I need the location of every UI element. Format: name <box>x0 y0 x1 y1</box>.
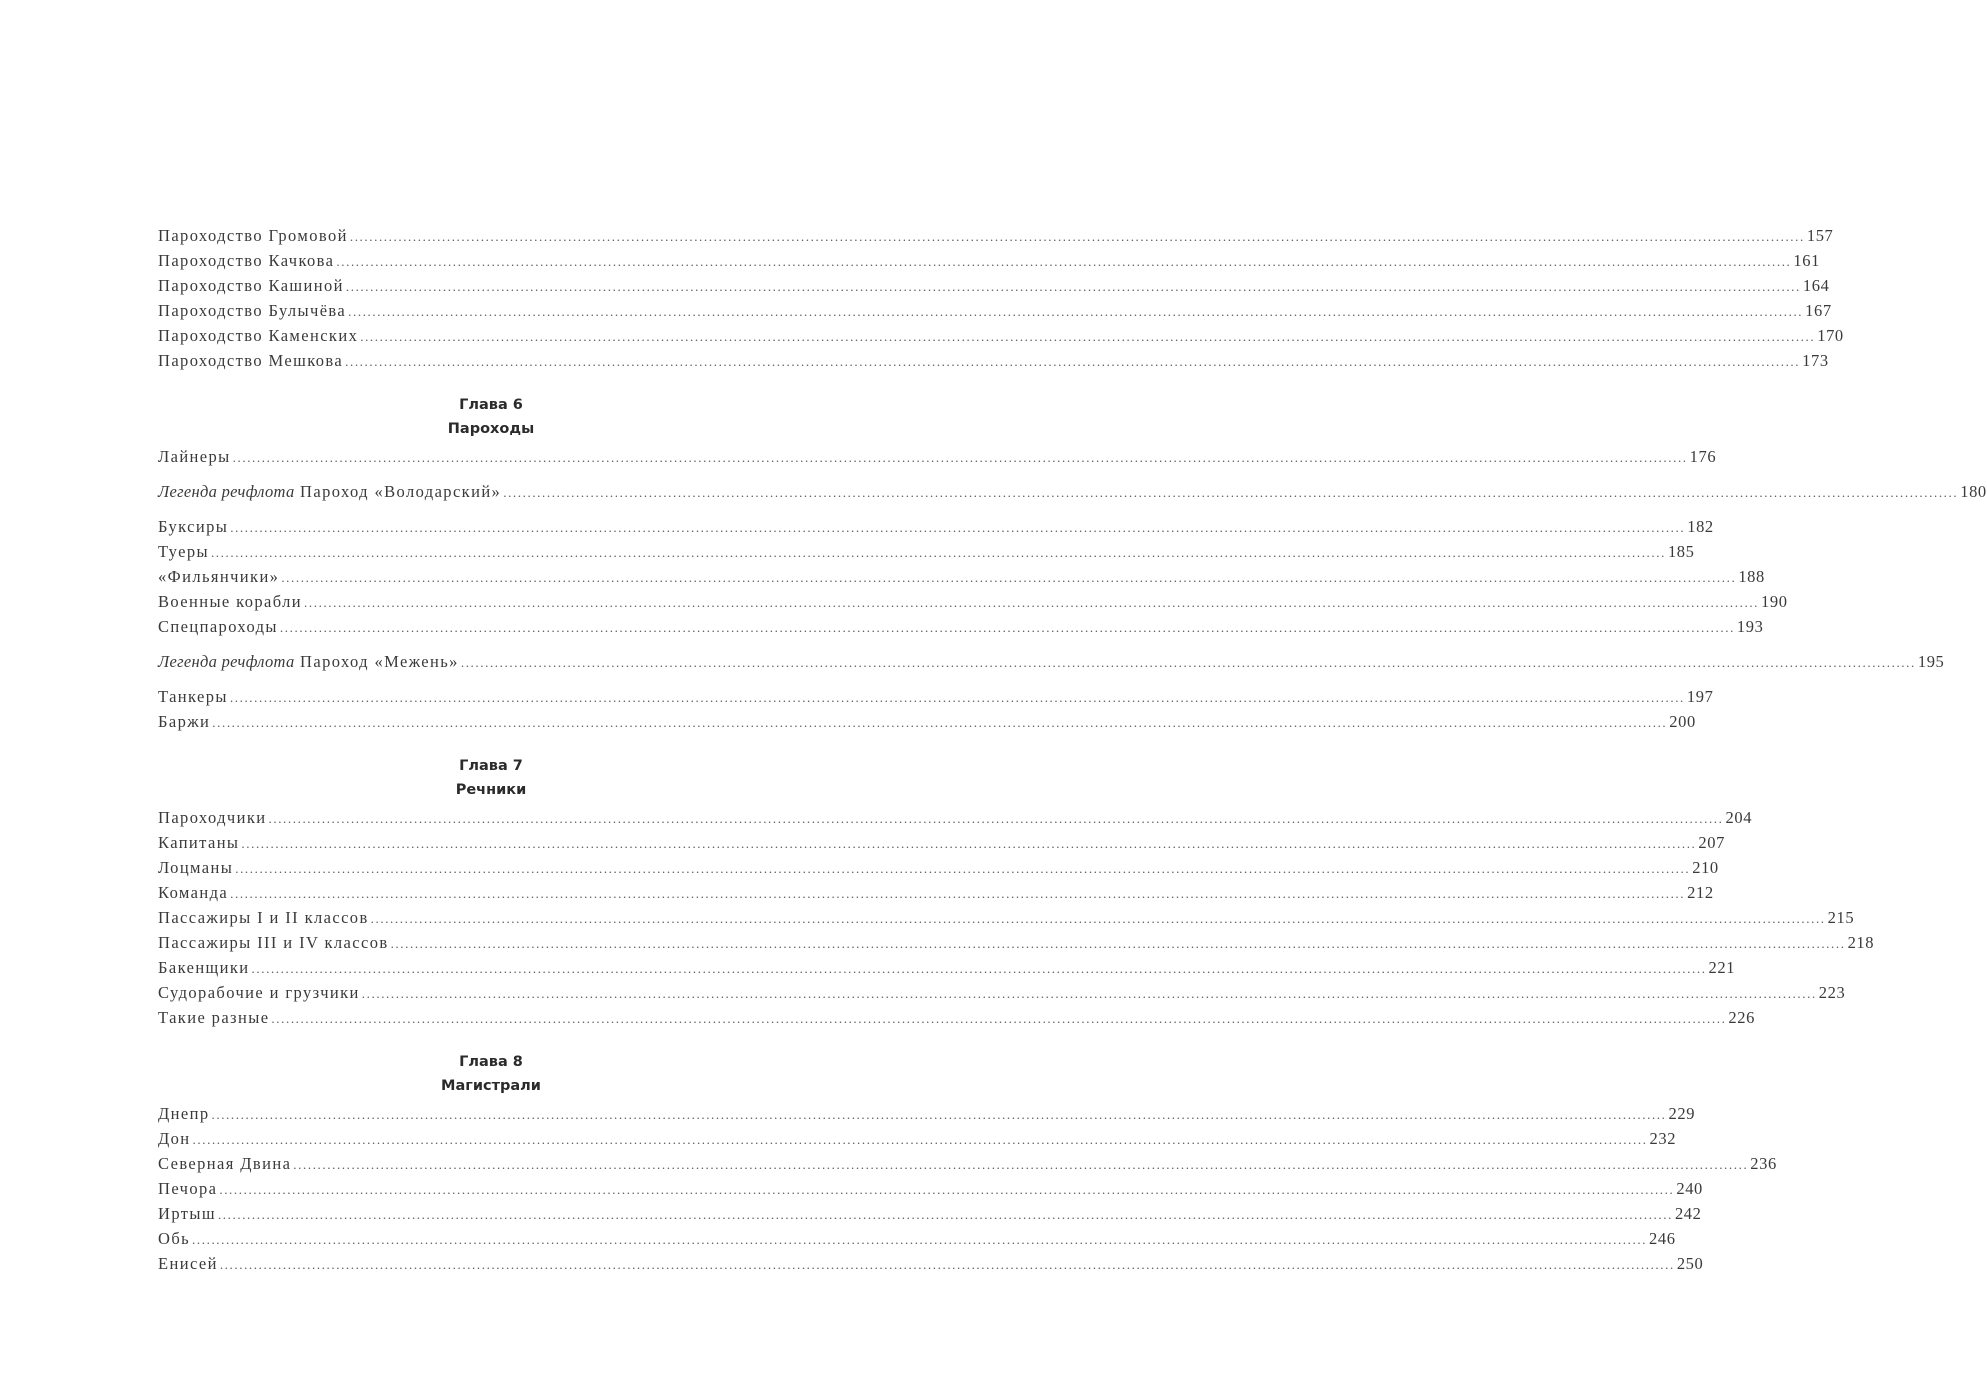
dot-leader: ............................................................................................................................................................................................................................................................................................................ <box>241 836 1697 851</box>
entry-title: Лайнеры <box>158 447 231 466</box>
legend-title: Пароход «Володарский» <box>300 482 502 501</box>
entry-title <box>158 652 459 672</box>
toc-entry[interactable] <box>158 542 1695 567</box>
toc-entry[interactable] <box>158 517 1714 542</box>
page-number: 250 <box>1676 1254 1704 1273</box>
entry-title: Капитаны <box>158 833 240 852</box>
dot-leader: ............................................................................................................................................................................................................................................................................................................ <box>217 1207 1673 1222</box>
entry-title: Бакенщики <box>158 958 250 977</box>
toc-entry[interactable] <box>158 351 1829 376</box>
entry-title: Пароходство Булычёва <box>158 301 347 320</box>
entry-title: Туеры <box>158 542 209 561</box>
page-number: 188 <box>1738 567 1765 586</box>
page-number: 229 <box>1668 1104 1696 1123</box>
page-number: 210 <box>1692 858 1719 877</box>
dot-leader: ............................................................................................................................................................................................................................................................................................................ <box>281 570 1737 585</box>
dot-leader: ............................................................................................................................................................................................................................................................................................................ <box>268 811 1724 826</box>
legend-prefix: Легенда речфлота <box>158 482 295 501</box>
table-of-contents <box>158 226 1987 1279</box>
page-number: 204 <box>1725 808 1753 827</box>
dot-leader: ............................................................................................................................................................................................................................................................................................................ <box>211 1107 1667 1122</box>
entry-title: Такие разные <box>158 1008 270 1027</box>
dot-leader: ............................................................................................................................................................................................................................................................................................................ <box>279 620 1735 635</box>
toc-entry[interactable] <box>158 567 1765 592</box>
dot-leader: ............................................................................................................................................................................................................................................................................................................ <box>232 450 1688 465</box>
dot-leader: ............................................................................................................................................................................................................................................................................................................ <box>361 986 1817 1001</box>
dot-leader: ............................................................................................................................................................................................................................................................................................................ <box>192 1232 1648 1247</box>
entry-title: Пароходство Громовой <box>158 226 348 245</box>
dot-leader: ............................................................................................................................................................................................................................................................................................................ <box>390 936 1846 951</box>
entry-title: Пассажиры III и IV классов <box>158 933 389 952</box>
dot-leader: ............................................................................................................................................................................................................................................................................................................ <box>212 715 1668 730</box>
page-number: 180 <box>1960 482 1987 501</box>
chapter-heading <box>158 393 824 441</box>
toc-entry-legend[interactable] <box>158 652 1945 677</box>
entry-title: Дон <box>158 1129 191 1148</box>
entry-title: Танкеры <box>158 687 228 706</box>
toc-entry[interactable] <box>158 687 1714 712</box>
toc-entry[interactable] <box>158 833 1725 858</box>
dot-leader: ............................................................................................................................................................................................................................................................................................................ <box>460 655 1916 670</box>
page-number: 176 <box>1689 447 1717 466</box>
entry-title: Военные корабли <box>158 592 303 611</box>
legend-title: Пароход «Межень» <box>300 652 459 671</box>
page-number: 242 <box>1674 1204 1702 1223</box>
entry-title: Енисей <box>158 1254 218 1273</box>
entry-title: Пароходство Качкова <box>158 251 335 270</box>
toc-entry[interactable] <box>158 933 1875 958</box>
toc-entry[interactable] <box>158 617 1764 642</box>
entry-title: Печора <box>158 1179 218 1198</box>
dot-leader: ............................................................................................................................................................................................................................................................................................................ <box>345 354 1801 369</box>
chapter-title: Речники <box>455 782 527 798</box>
entry-title: Спецпароходы <box>158 617 278 636</box>
entry-title: Судорабочие и грузчики <box>158 983 360 1002</box>
chapter-title: Магистрали <box>441 1078 541 1094</box>
page-number: 223 <box>1818 983 1846 1002</box>
page-number: 173 <box>1802 351 1829 370</box>
entry-title: Пароходство Мешкова <box>158 351 344 370</box>
dot-leader: ............................................................................................................................................................................................................................................................................................................ <box>503 485 1959 500</box>
entry-title: Пароходство Каменских <box>158 326 359 345</box>
page-number: 185 <box>1667 542 1695 561</box>
toc-entry[interactable] <box>158 712 1696 737</box>
dot-leader: ............................................................................................................................................................................................................................................................................................................ <box>230 520 1686 535</box>
entry-title: Днепр <box>158 1104 210 1123</box>
chapter-number: Глава 6 <box>459 397 523 413</box>
page-number: 182 <box>1687 517 1714 536</box>
page-number: 193 <box>1736 617 1764 636</box>
toc-entry[interactable] <box>158 883 1714 908</box>
dot-leader: ............................................................................................................................................................................................................................................................................................................ <box>336 254 1792 269</box>
page-number: 246 <box>1649 1229 1676 1248</box>
chapter-heading <box>158 754 824 802</box>
legend-prefix: Легенда речфлота <box>158 652 295 671</box>
dot-leader: ............................................................................................................................................................................................................................................................................................................ <box>210 545 1666 560</box>
page-number: 167 <box>1805 301 1832 320</box>
dot-leader: ............................................................................................................................................................................................................................................................................................................ <box>345 279 1801 294</box>
page-number: 240 <box>1676 1179 1703 1198</box>
entry-title: Северная Двина <box>158 1154 292 1173</box>
dot-leader: ............................................................................................................................................................................................................................................................................................................ <box>271 1011 1727 1026</box>
dot-leader: ............................................................................................................................................................................................................................................................................................................ <box>235 861 1691 876</box>
dot-leader: ............................................................................................................................................................................................................................................................................................................ <box>251 961 1707 976</box>
page-number: 215 <box>1827 908 1855 927</box>
entry-title: Баржи <box>158 712 211 731</box>
toc-entry[interactable] <box>158 447 1717 472</box>
entry-title: Иртыш <box>158 1204 216 1223</box>
toc-entry[interactable] <box>158 326 1844 351</box>
dot-leader: ............................................................................................................................................................................................................................................................................................................ <box>219 1257 1675 1272</box>
chapter-number: Глава 7 <box>459 758 523 774</box>
toc-entry[interactable] <box>158 301 1832 326</box>
dot-leader: ............................................................................................................................................................................................................................................................................................................ <box>348 304 1804 319</box>
toc-entry[interactable] <box>158 958 1736 983</box>
dot-leader: ............................................................................................................................................................................................................................................................................................................ <box>349 229 1805 244</box>
page-number: 226 <box>1728 1008 1755 1027</box>
dot-leader: ............................................................................................................................................................................................................................................................................................................ <box>192 1132 1648 1147</box>
page-number: 170 <box>1817 326 1844 345</box>
toc-entry[interactable] <box>158 251 1820 276</box>
page-number: 236 <box>1750 1154 1777 1173</box>
toc-entry[interactable] <box>158 1254 1704 1279</box>
entry-title: Пароходство Кашиной <box>158 276 344 295</box>
page-number: 232 <box>1649 1129 1677 1148</box>
entry-title: «Фильянчики» <box>158 567 280 586</box>
page-number: 212 <box>1687 883 1714 902</box>
toc-entry[interactable] <box>158 983 1846 1008</box>
page-number: 197 <box>1686 687 1714 706</box>
page-number: 190 <box>1761 592 1788 611</box>
entry-title: Буксиры <box>158 517 229 536</box>
dot-leader: ............................................................................................................................................................................................................................................................................................................ <box>229 690 1685 705</box>
toc-entry[interactable] <box>158 1204 1702 1229</box>
toc-entry[interactable] <box>158 1154 1777 1179</box>
dot-leader: ............................................................................................................................................................................................................................................................................................................ <box>230 886 1686 901</box>
toc-entry[interactable] <box>158 1104 1696 1129</box>
page-number: 161 <box>1793 251 1820 270</box>
dot-leader: ............................................................................................................................................................................................................................................................................................................ <box>219 1182 1675 1197</box>
page-number: 164 <box>1802 276 1830 295</box>
entry-title: Пароходчики <box>158 808 267 827</box>
page-number: 221 <box>1708 958 1736 977</box>
dot-leader: ............................................................................................................................................................................................................................................................................................................ <box>304 595 1760 610</box>
chapter-number: Глава 8 <box>459 1054 523 1070</box>
entry-title: Лоцманы <box>158 858 234 877</box>
toc-entry[interactable] <box>158 858 1719 883</box>
toc-entry[interactable] <box>158 808 1753 833</box>
entry-title: Пассажиры I и II классов <box>158 908 369 927</box>
toc-entry[interactable] <box>158 1179 1703 1204</box>
entry-title <box>158 482 501 502</box>
dot-leader: ............................................................................................................................................................................................................................................................................................................ <box>360 329 1816 344</box>
entry-title: Команда <box>158 883 229 902</box>
dot-leader: ............................................................................................................................................................................................................................................................................................................ <box>370 911 1826 926</box>
page-number: 195 <box>1917 652 1945 671</box>
page-number: 207 <box>1698 833 1725 852</box>
dot-leader: ............................................................................................................................................................................................................................................................................................................ <box>293 1157 1749 1172</box>
chapter-heading <box>158 1050 824 1098</box>
toc-entry[interactable] <box>158 1229 1676 1254</box>
toc-entry[interactable] <box>158 1008 1755 1033</box>
chapter-title: Пароходы <box>447 421 535 437</box>
toc-entry[interactable] <box>158 276 1830 301</box>
page-number: 157 <box>1806 226 1834 245</box>
entry-title: Обь <box>158 1229 191 1248</box>
page-number: 200 <box>1669 712 1696 731</box>
toc-entry[interactable] <box>158 592 1788 617</box>
toc-entry[interactable] <box>158 908 1855 933</box>
toc-entry[interactable] <box>158 226 1834 251</box>
page-number: 218 <box>1847 933 1875 952</box>
toc-entry[interactable] <box>158 1129 1677 1154</box>
toc-entry-legend[interactable] <box>158 482 1987 507</box>
